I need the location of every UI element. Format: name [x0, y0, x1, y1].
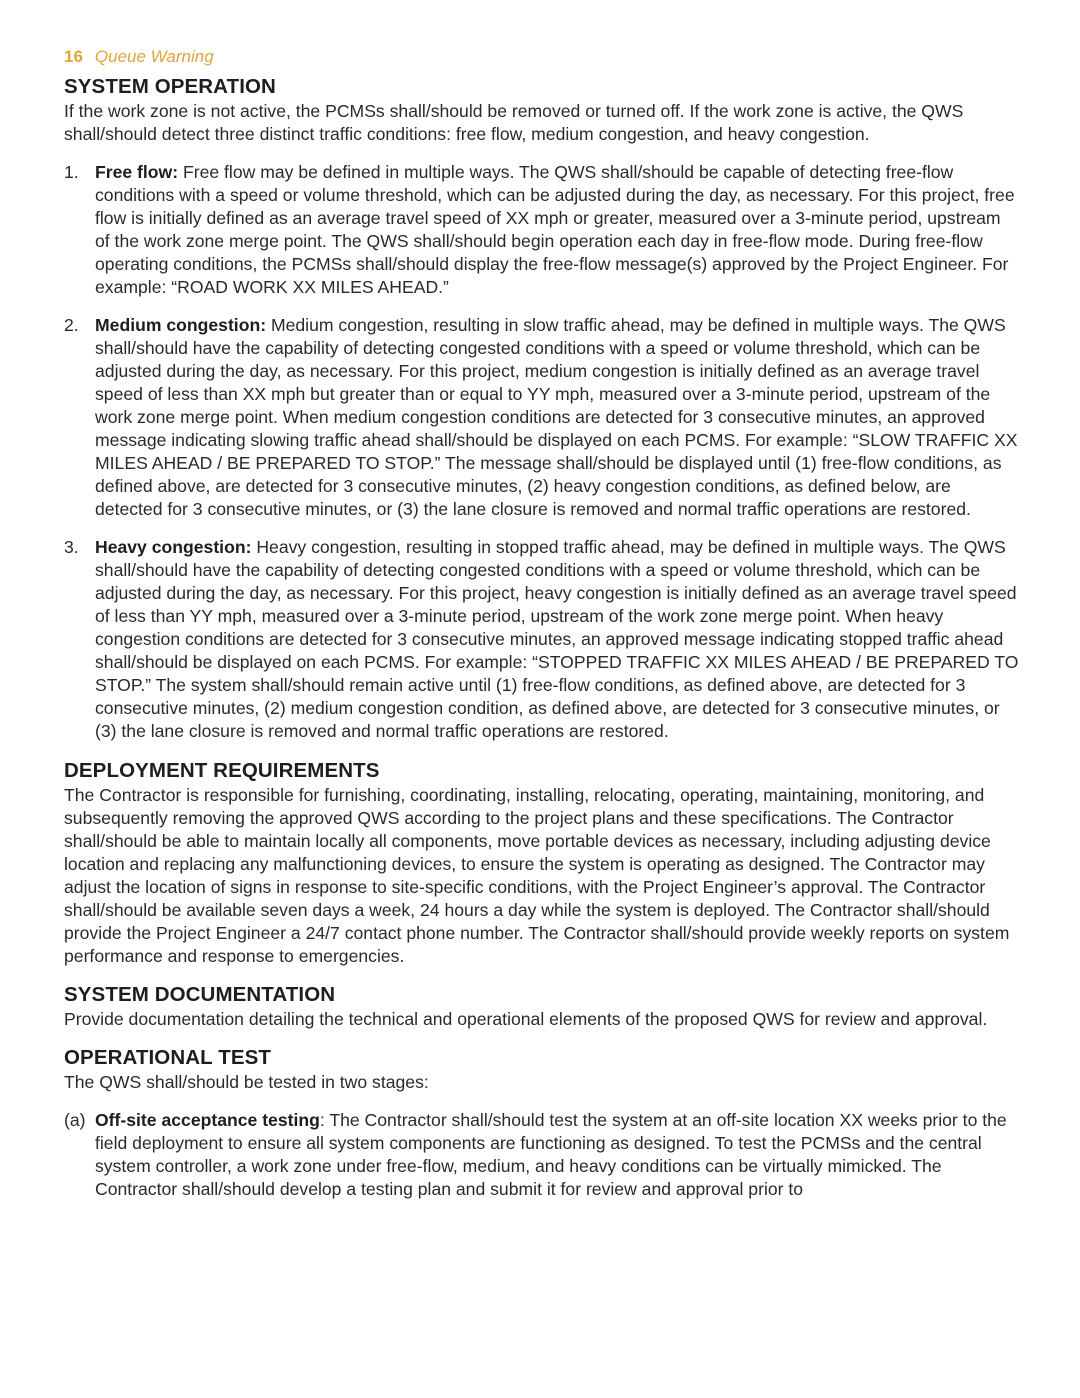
- list-item-text: Free flow may be defined in multiple ways. The QWS shall/should be capable of detecting free-flow conditions with a speed or volume threshold, which can be adjusted during the day, as necessary. For this project, free flow is initially defined as an average travel speed of XX mph or greater, measured over a 3-minute period, upstream of the work zone merge point. The QWS shall/should begin operation each day in free-flow mode. During free-flow operating conditions, the PCMSs shall/should display the free-flow message(s) approved by the Project Engineer. For example: “ROAD WORK XX MILES AHEAD.”: [95, 162, 1015, 297]
- list-item-free-flow: [64, 161, 1020, 299]
- lettered-list: [64, 1109, 1020, 1201]
- list-marker: 2.: [64, 315, 79, 335]
- list-item-off-site-testing: [64, 1109, 1020, 1201]
- list-item-text: Heavy congestion, resulting in stopped traffic ahead, may be defined in multiple ways. The QWS shall/should have the capability of detecting congested conditions with a speed or volume threshold, which can be adjusted during the day, as necessary. For this project, heavy congestion is initially defined as an average travel speed of less than YY mph, measured over a 3-minute period, upstream of the work zone merge point. When heavy congestion conditions are detected for 3 consecutive minutes, an approved message indicating stopped traffic ahead shall/should be displayed on each PCMS. For example: “STOPPED TRAFFIC XX MILES AHEAD / BE PREPARED TO STOP.” The system shall/should remain active until (1) free-flow conditions, as defined above, are detected for 3 consecutive minutes, (2) medium congestion condition, as defined above, are detected for 3 consecutive minutes, or (3) the lane closure is removed and normal traffic operations are restored.: [95, 537, 1019, 741]
- section-operational-test: [64, 1045, 1020, 1201]
- section-deployment-requirements: [64, 758, 1020, 968]
- list-marker: (a): [64, 1110, 86, 1130]
- running-header: [64, 46, 1020, 68]
- section-heading: DEPLOYMENT REQUIREMENTS: [64, 759, 380, 782]
- list-item-medium-congestion: [64, 314, 1020, 521]
- section-intro: The QWS shall/should be tested in two stages:: [64, 1072, 429, 1092]
- section-intro: If the work zone is not active, the PCMSs shall/should be removed or turned off. If the work zone is active, the QWS shall/should detect three distinct traffic conditions: free flow, medium congestion, and heavy congestion.: [64, 101, 964, 144]
- list-item-term: Off-site acceptance testing: [95, 1110, 320, 1130]
- running-title: Queue Warning: [94, 47, 214, 66]
- numbered-list: [64, 161, 1020, 743]
- section-system-documentation: [64, 982, 1020, 1031]
- list-item-term: Free flow:: [95, 162, 179, 182]
- section-heading: OPERATIONAL TEST: [64, 1046, 271, 1069]
- page-number: 16: [64, 47, 83, 66]
- section-heading: SYSTEM OPERATION: [64, 75, 276, 98]
- section-body: The Contractor is responsible for furnishing, coordinating, installing, relocating, operating, maintaining, monitoring, and subsequently removing the approved QWS according to the project plans and these specifications. The Contractor shall/should be able to maintain locally all components, move portable devices as necessary, including adjusting device location and replacing any malfunctioning devices, to ensure the system is operating as designed. The Contractor may adjust the location of signs in response to site-specific conditions, with the Project Engineer’s approval. The Contractor shall/should be available seven days a week, 24 hours a day while the system is deployed. The Contractor shall/should provide the Project Engineer a 24/7 contact phone number. The Contractor shall/should provide weekly reports on system performance and response to emergencies.: [64, 785, 1010, 966]
- section-body: Provide documentation detailing the technical and operational elements of the proposed QWS for review and approval.: [64, 1009, 988, 1029]
- list-item-text: Medium congestion, resulting in slow traffic ahead, may be defined in multiple ways. The QWS shall/should have the capability of detecting congested conditions with a speed or volume threshold, which can be adjusted during the day, as necessary. For this project, medium congestion is initially defined as an average travel speed of less than XX mph but greater than or equal to YY mph, measured over a 3-minute period, upstream of the work zone merge point. When medium congestion conditions are detected for 3 consecutive minutes, an approved message indicating slowing traffic ahead shall/should be displayed on each PCMS. For example: “SLOW TRAFFIC XX MILES AHEAD / BE PREPARED TO STOP.” The message shall/should be displayed until (1) free-flow conditions, as defined above, are detected for 3 consecutive minutes, (2) heavy congestion conditions, as defined below, are detected for 3 consecutive minutes, or (3) the lane closure is removed and normal traffic operations are restored.: [95, 315, 1018, 519]
- list-marker: 3.: [64, 537, 79, 557]
- list-item-heavy-congestion: [64, 536, 1020, 743]
- list-item-term: Medium congestion:: [95, 315, 267, 335]
- list-item-text: : The Contractor shall/should test the system at an off-site location XX weeks prior to the field deployment to ensure all system components are functioning as designed. To test the PCMSs and the central system controller, a work zone under free-flow, medium, and heavy conditions can be virtually mimicked. The Contractor shall/should develop a testing plan and submit it for review and approval prior to: [95, 1110, 1007, 1199]
- section-heading: SYSTEM DOCUMENTATION: [64, 983, 336, 1006]
- list-marker: 1.: [64, 162, 79, 182]
- list-item-term: Heavy congestion:: [95, 537, 252, 557]
- section-system-operation: [64, 74, 1020, 743]
